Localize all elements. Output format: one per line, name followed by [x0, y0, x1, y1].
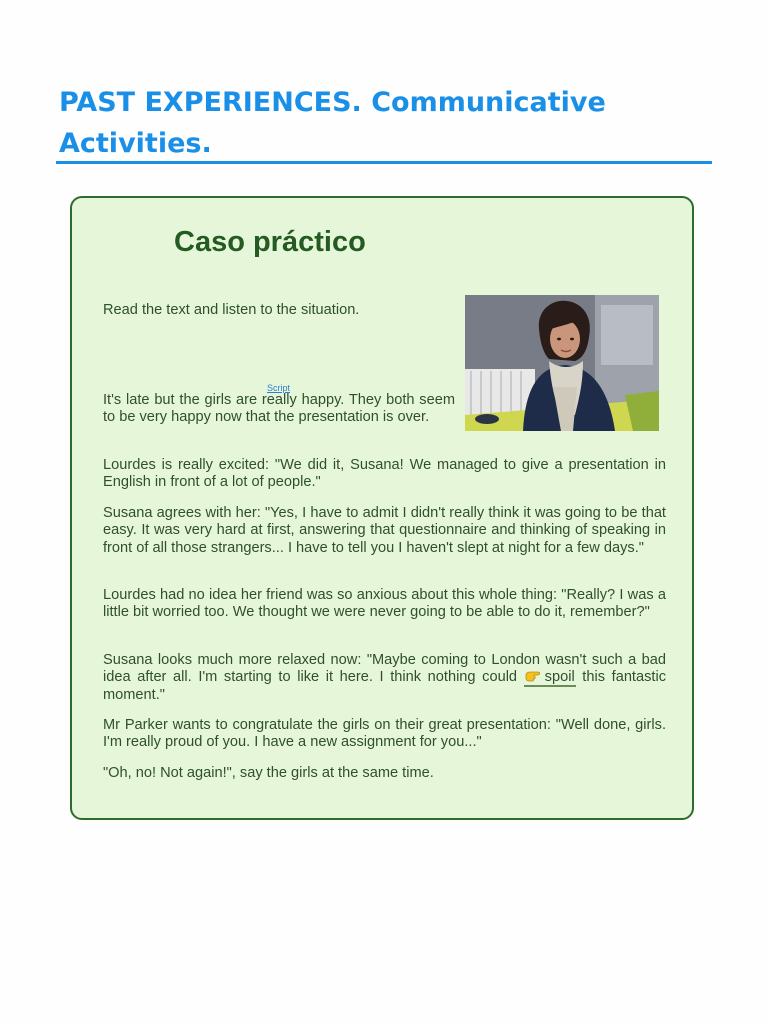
paragraph-susana-1: Susana agrees with her: "Yes, I have to admit I didn't really think it was going to be that easy. It was very hard at first, answering that questionnaire and thinking of speaking in front of all those strangers... I have to tell you I haven't slept at night for a few days." [103, 505, 666, 556]
paragraph-late: It's late but the girls are really happy. They both seem to be very happy now that the presentation is over. [103, 392, 455, 426]
paragraph-girls: "Oh, no! Not again!", say the girls at the same time. [103, 765, 434, 781]
paragraph-lourdes-2: Lourdes had no idea her friend was so anxious about this whole thing: "Really? I was a little bit worried too. We thought we were never going to be able to do it, remember?" [103, 587, 666, 621]
script-link[interactable]: Script [267, 383, 291, 393]
case-heading: Caso práctico [174, 226, 366, 258]
case-study-box [70, 196, 694, 820]
paragraph-lourdes-1: Lourdes is really excited: "We did it, Susana! We managed to give a presentation in English in front of a lot of people." [103, 457, 666, 491]
glossary-word: spoil [544, 669, 575, 686]
girl-photo [465, 295, 659, 431]
glossary-term-spoil[interactable] [524, 669, 576, 687]
title-underline [56, 161, 712, 164]
paragraph-susana-2 [103, 652, 666, 705]
pointing-hand-icon [525, 669, 541, 682]
paragraph-parker: Mr Parker wants to congratulate the girls on their great presentation: "Well done, girls. I'm really proud of you. I have a new assignment for you..." [103, 717, 666, 751]
intro-text: Read the text and listen to the situation. [103, 302, 360, 318]
paragraph-susana-2-after: this fantastic moment." [103, 669, 666, 704]
page-title: PAST EXPERIENCES. Communicative Activities. [59, 87, 606, 159]
girl-photo-image [465, 295, 659, 431]
paragraph-susana-2-before: Susana looks much more relaxed now: "Maybe coming to London wasn't such a bad idea after all. I'm starting to like it here. I think nothing could [103, 652, 666, 686]
